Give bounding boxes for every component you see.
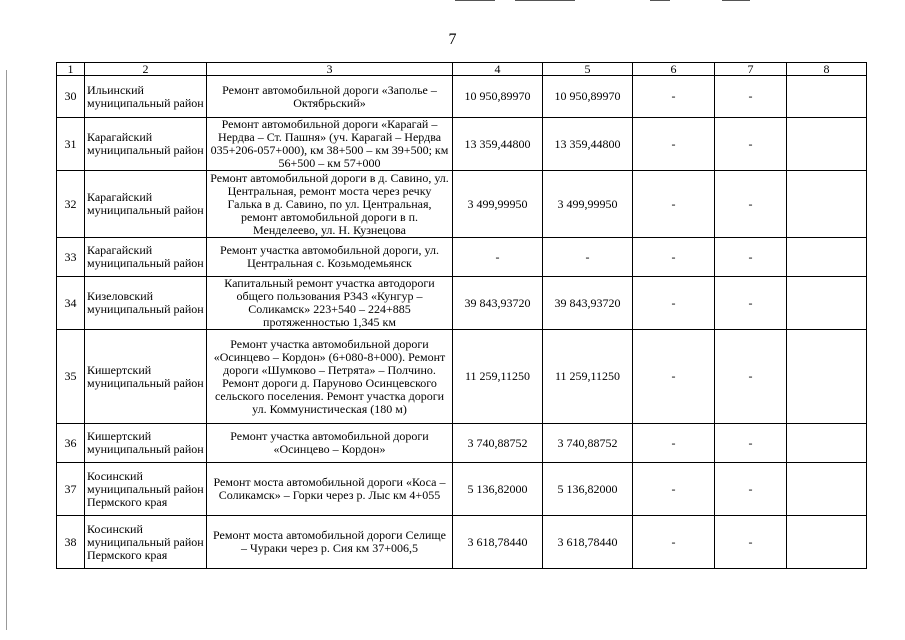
district-cell: Ильинский муниципальный район	[85, 76, 207, 118]
col6-cell: -	[633, 516, 715, 569]
header-col-4: 4	[453, 63, 543, 76]
table-row	[57, 118, 867, 171]
scan-edge-mark-1	[455, 0, 495, 1]
amount-col5-cell: 39 843,93720	[543, 277, 633, 330]
row-number: 37	[57, 463, 85, 516]
district-cell: Косинский муниципальный район Пермского края	[85, 463, 207, 516]
col7-cell: -	[715, 463, 787, 516]
amount-col4-cell: -	[453, 238, 543, 277]
row-number: 32	[57, 171, 85, 238]
col7-cell: -	[715, 118, 787, 171]
col8-cell	[787, 171, 867, 238]
col8-cell	[787, 277, 867, 330]
col8-cell	[787, 330, 867, 424]
header-col-3: 3	[207, 63, 453, 76]
col6-cell: -	[633, 171, 715, 238]
table-row	[57, 424, 867, 463]
col8-cell	[787, 463, 867, 516]
amount-col4-cell: 11 259,11250	[453, 330, 543, 424]
amount-col5-cell: 10 950,89970	[543, 76, 633, 118]
col7-cell: -	[715, 330, 787, 424]
table-row	[57, 76, 867, 118]
col8-cell	[787, 424, 867, 463]
table-row	[57, 516, 867, 569]
scan-side-rule	[6, 70, 7, 630]
page-number: 7	[448, 31, 457, 48]
header-col-7: 7	[715, 63, 787, 76]
amount-col4-cell: 10 950,89970	[453, 76, 543, 118]
amount-col5-cell: 3 618,78440	[543, 516, 633, 569]
col7-cell: -	[715, 277, 787, 330]
header-col-5: 5	[543, 63, 633, 76]
col7-cell: -	[715, 171, 787, 238]
amount-col4-cell: 3 618,78440	[453, 516, 543, 569]
header-col-1: 1	[57, 63, 85, 76]
col6-cell: -	[633, 238, 715, 277]
header-col-2: 2	[85, 63, 207, 76]
table-row	[57, 463, 867, 516]
description-cell: Ремонт участка автомобильной дороги «Осинцево – Кордон» (6+080-8+000). Ремонт дороги «Шумково – Петрята» – Полчино. Ремонт дороги д. Паруново Осинцевского сельского поселения. Ремонт участка дороги ул. Коммунистическая (180 м)	[207, 330, 453, 424]
scan-edge-mark-4	[722, 0, 750, 1]
description-cell: Ремонт автомобильной дороги в д. Савино, ул. Центральная, ремонт моста через речку Галька в д. Савино, по ул. Центральная, ремонт автомобильной дороги в п. Менделеево, ул. Н. Кузнецова	[207, 171, 453, 238]
col7-cell: -	[715, 516, 787, 569]
table-row	[57, 277, 867, 330]
description-cell: Капитальный ремонт участка автодороги общего пользования Р343 «Кунгур – Соликамск» 223+540 – 224+885 протяженностью 1,345 км	[207, 277, 453, 330]
col8-cell	[787, 238, 867, 277]
amount-col5-cell: 11 259,11250	[543, 330, 633, 424]
description-cell: Ремонт автомобильной дороги «Карагай – Нердва – Ст. Пашня» (уч. Карагай – Нердва 035+206-057+000), км 38+500 – км 39+500; км 56+500 – км 57+000	[207, 118, 453, 171]
amount-col4-cell: 13 359,44800	[453, 118, 543, 171]
amount-col5-cell: 5 136,82000	[543, 463, 633, 516]
amount-col5-cell: 13 359,44800	[543, 118, 633, 171]
description-cell: Ремонт участка автомобильной дороги, ул. Центральная с. Козьмодемьянск	[207, 238, 453, 277]
col6-cell: -	[633, 118, 715, 171]
district-cell: Кишертский муниципальный район	[85, 424, 207, 463]
row-number: 36	[57, 424, 85, 463]
col6-cell: -	[633, 463, 715, 516]
row-number: 38	[57, 516, 85, 569]
district-cell: Карагайский муниципальный район	[85, 171, 207, 238]
col6-cell: -	[633, 424, 715, 463]
amount-col4-cell: 3 740,88752	[453, 424, 543, 463]
amount-col5-cell: 3 499,99950	[543, 171, 633, 238]
table-row	[57, 330, 867, 424]
col8-cell	[787, 516, 867, 569]
scan-edge-mark-2	[515, 0, 575, 1]
description-cell: Ремонт моста автомобильной дороги «Коса – Соликамск» – Горки через р. Лыс км 4+055	[207, 463, 453, 516]
col6-cell: -	[633, 76, 715, 118]
amount-col5-cell: 3 740,88752	[543, 424, 633, 463]
header-row	[57, 63, 867, 76]
amount-col5-cell: -	[543, 238, 633, 277]
district-cell: Кизеловский муниципальный район	[85, 277, 207, 330]
header-col-8: 8	[787, 63, 867, 76]
row-number: 33	[57, 238, 85, 277]
description-cell: Ремонт автомобильной дороги «Заполье – Октябрьский»	[207, 76, 453, 118]
row-number: 30	[57, 76, 85, 118]
table-row	[57, 171, 867, 238]
header-col-6: 6	[633, 63, 715, 76]
col7-cell: -	[715, 424, 787, 463]
description-cell: Ремонт участка автомобильной дороги «Осинцево – Кордон»	[207, 424, 453, 463]
col8-cell	[787, 76, 867, 118]
district-cell: Кишертский муниципальный район	[85, 330, 207, 424]
col7-cell: -	[715, 238, 787, 277]
col6-cell: -	[633, 277, 715, 330]
row-number: 34	[57, 277, 85, 330]
amount-col4-cell: 3 499,99950	[453, 171, 543, 238]
row-number: 35	[57, 330, 85, 424]
amount-col4-cell: 5 136,82000	[453, 463, 543, 516]
row-number: 31	[57, 118, 85, 171]
district-cell: Косинский муниципальный район Пермского края	[85, 516, 207, 569]
district-cell: Карагайский муниципальный район	[85, 118, 207, 171]
scan-edge-mark-3	[650, 0, 670, 1]
road-repair-table	[56, 62, 867, 569]
description-cell: Ремонт моста автомобильной дороги Селище – Чураки через р. Сия км 37+006,5	[207, 516, 453, 569]
col6-cell: -	[633, 330, 715, 424]
district-cell: Карагайский муниципальный район	[85, 238, 207, 277]
col7-cell: -	[715, 76, 787, 118]
col8-cell	[787, 118, 867, 171]
table-row	[57, 238, 867, 277]
amount-col4-cell: 39 843,93720	[453, 277, 543, 330]
